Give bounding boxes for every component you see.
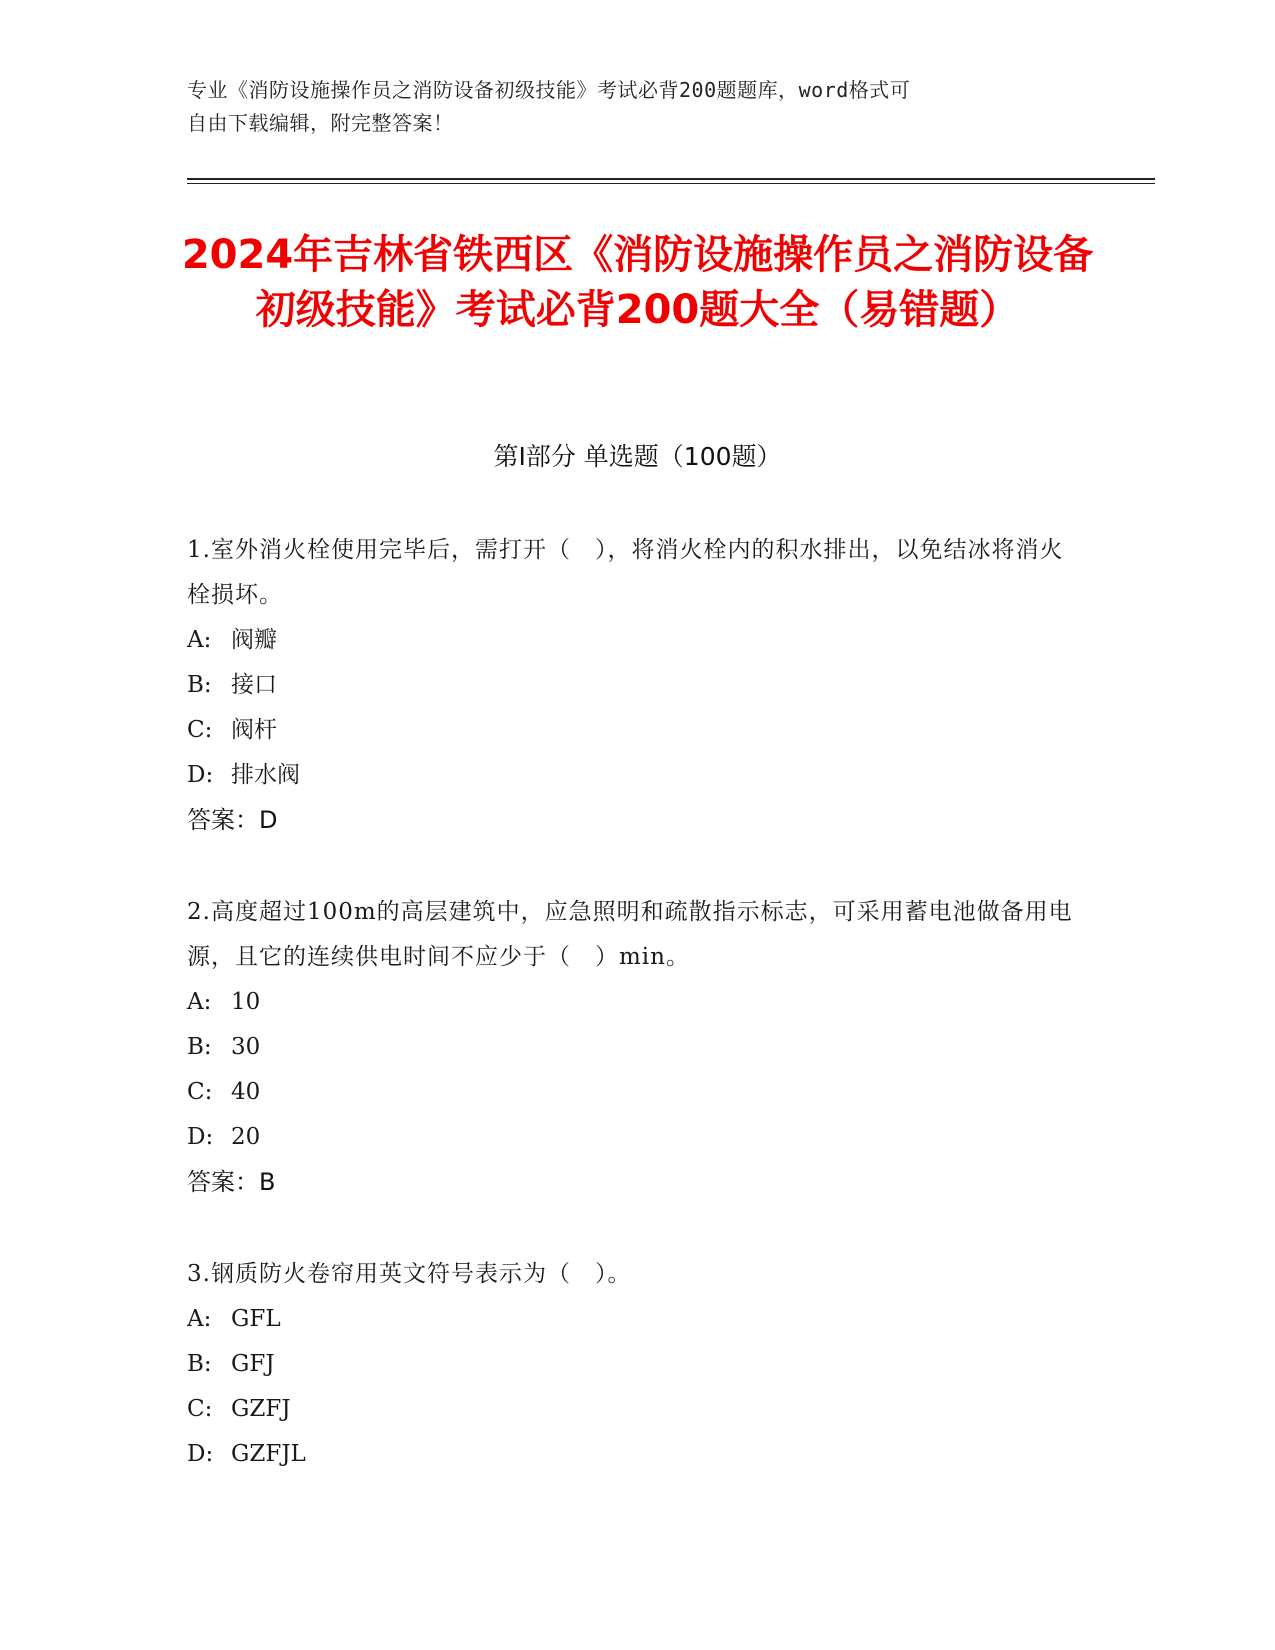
option-d [187,753,1087,798]
header-note-line-1: 专业《消防设施操作员之消防设备初级技能》考试必背200题题库，word格式可 [187,78,911,102]
option-letter: A: [187,627,212,653]
option-letter: D: [187,1124,214,1150]
option-letter: A: [187,989,212,1015]
header-note [187,74,1067,140]
option-b [187,1342,1087,1387]
option-text: 接口 [231,672,277,698]
option-text: GZFJL [231,1441,306,1467]
question-list [187,528,1087,1524]
header-note-line-2: 自由下载编辑，附完整答案！ [187,111,454,135]
option-b [187,1025,1087,1070]
option-a [187,618,1087,663]
option-text: 30 [231,1034,261,1060]
option-letter: D: [187,1441,214,1467]
question-stem: 2.高度超过100m的高层建筑中，应急照明和疏散指示标志，可采用蓄电池做备用电源，且它的连续供电时间不应少于（ ）min。 [187,899,1073,970]
header-divider-thin [187,183,1155,184]
option-letter: D: [187,762,214,788]
option-text: 40 [231,1079,261,1105]
section-title: 第I部分 单选题（100题） [493,442,782,471]
option-c [187,1387,1087,1432]
option-b [187,663,1087,708]
option-letter: C: [187,1396,213,1422]
option-text: 20 [231,1124,261,1150]
option-letter: B: [187,1034,212,1060]
option-letter: C: [187,1079,213,1105]
option-text: 阀杆 [231,717,277,743]
option-text: 10 [231,989,261,1015]
answer-line: 答案：B [187,1168,276,1196]
question-item [187,528,1087,843]
question-item [187,1252,1087,1477]
option-letter: C: [187,717,213,743]
option-text: GFL [231,1306,281,1332]
option-a [187,980,1087,1025]
option-letter: A: [187,1306,212,1332]
option-d [187,1115,1087,1160]
question-stem: 3.钢质防火卷帘用英文符号表示为（ ）。 [187,1261,632,1287]
option-d [187,1432,1087,1477]
document-title: 2024年吉林省铁西区《消防设施操作员之消防设备初级技能》考试必背200题大全（易错题） [181,232,1094,333]
question-stem: 1.室外消火栓使用完毕后，需打开（ ），将消火栓内的积水排出，以免结冰将消火栓损坏。 [187,537,1064,608]
option-c [187,708,1087,753]
option-letter: B: [187,672,212,698]
answer-line: 答案：D [187,806,278,834]
header-divider-thick [187,178,1155,180]
option-text: GZFJ [231,1396,291,1422]
option-text: GFJ [231,1351,275,1377]
option-text: 排水阀 [231,762,300,788]
option-text: 阀瓣 [231,627,277,653]
option-c [187,1070,1087,1115]
question-item [187,890,1087,1205]
option-letter: B: [187,1351,212,1377]
option-a [187,1297,1087,1342]
